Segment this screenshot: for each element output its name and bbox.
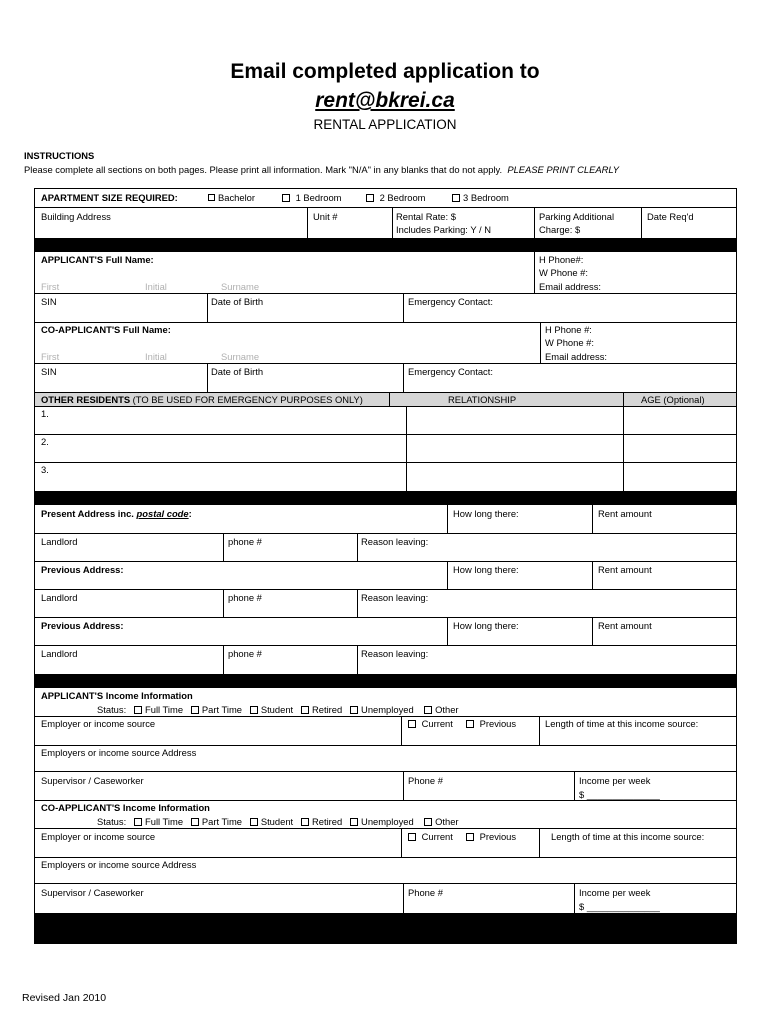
divider — [307, 207, 308, 238]
landlord-label: Landlord — [41, 536, 78, 547]
employer-label: Employer or income source — [41, 831, 156, 842]
divider — [447, 505, 448, 533]
emergency-label: Emergency Contact: — [408, 366, 493, 377]
divider — [223, 645, 224, 674]
building-address-label: Building Address — [41, 211, 111, 222]
reason-leaving-label: Reason leaving: — [361, 536, 429, 547]
checkbox-icon — [350, 818, 358, 826]
divider — [34, 617, 737, 618]
divider — [34, 533, 737, 534]
checkbox-icon — [424, 818, 432, 826]
status-unemployed[interactable]: Unemployed — [350, 816, 414, 827]
landlord-phone-label: phone # — [228, 592, 262, 603]
header-line: Email completed application to — [230, 60, 540, 83]
parking-additional-label: Parking Additional — [539, 211, 615, 222]
checkbox-icon — [134, 818, 142, 826]
includes-parking-label: Includes Parking: Y / N — [396, 224, 492, 235]
applicant-name-label: APPLICANT'S Full Name: — [41, 254, 154, 265]
divider — [539, 828, 540, 857]
status-part-time[interactable]: Part Time — [191, 816, 242, 827]
current-option[interactable]: Current — [408, 831, 453, 842]
section-bar — [34, 491, 737, 505]
income-amount-line: $ ______________ — [579, 789, 660, 800]
divider — [34, 745, 737, 746]
date-reqd-label: Date Req'd — [647, 211, 694, 222]
divider — [592, 505, 593, 533]
status-unemployed[interactable]: Unemployed — [350, 704, 414, 715]
divider — [34, 322, 737, 323]
divider — [623, 392, 624, 492]
option-bachelor[interactable]: Bachelor — [208, 192, 255, 203]
previous-address-label: Previous Address: — [41, 564, 124, 575]
divider — [357, 645, 358, 674]
frame-right — [736, 188, 737, 944]
checkbox-icon — [408, 720, 416, 728]
checkbox-icon — [282, 194, 290, 202]
divider — [403, 363, 404, 392]
divider — [534, 207, 535, 238]
resident-row-1: 1. — [41, 408, 49, 419]
bottom-bar — [34, 913, 737, 944]
status-student[interactable]: Student — [250, 816, 293, 827]
checkbox-icon — [250, 818, 258, 826]
checkbox-icon — [366, 194, 374, 202]
current-option[interactable]: Current — [408, 718, 453, 729]
divider — [207, 363, 208, 392]
frame-left — [34, 188, 35, 944]
initial-hint: Initial — [145, 281, 167, 292]
status-student[interactable]: Student — [250, 704, 293, 715]
sin-label: SIN — [41, 366, 57, 377]
first-hint: First — [41, 281, 60, 292]
divider — [401, 716, 402, 745]
supervisor-label: Supervisor / Caseworker — [41, 775, 144, 786]
divider — [389, 392, 390, 406]
divider — [357, 589, 358, 617]
form-title: RENTAL APPLICATION — [313, 117, 457, 132]
phone-label: Phone # — [408, 775, 443, 786]
divider — [641, 207, 642, 238]
checkbox-icon — [191, 706, 199, 714]
email-label: Email address: — [545, 351, 608, 362]
divider — [539, 716, 540, 745]
income-amount-line: $ ______________ — [579, 901, 660, 912]
h-phone-label: H Phone #: — [545, 324, 592, 335]
surname-hint: Surname — [221, 281, 260, 292]
checkbox-icon — [208, 194, 215, 201]
landlord-phone-label: phone # — [228, 648, 262, 659]
status-full-time[interactable]: Full Time — [134, 704, 183, 715]
h-phone-label: H Phone#: — [539, 254, 584, 265]
checkbox-icon — [408, 833, 416, 841]
divider — [34, 589, 737, 590]
divider — [574, 883, 575, 913]
checkbox-icon — [134, 706, 142, 714]
status-retired[interactable]: Retired — [301, 816, 342, 827]
unit-label: Unit # — [313, 211, 338, 222]
divider — [357, 533, 358, 561]
supervisor-label: Supervisor / Caseworker — [41, 887, 144, 898]
instructions-text: Please complete all sections on both pages. Please print all information. Mark "N/A" in any blanks that do not apply. PLEASE PRINT CLEARLY — [24, 164, 620, 175]
divider — [401, 828, 402, 857]
checkbox-icon — [466, 720, 474, 728]
status-part-time[interactable]: Part Time — [191, 704, 242, 715]
divider — [592, 617, 593, 645]
divider — [34, 434, 737, 435]
landlord-label: Landlord — [41, 592, 78, 603]
apartment-size-label: APARTMENT SIZE REQUIRED: — [41, 192, 178, 203]
how-long-label: How long there: — [453, 620, 519, 631]
rent-amount-label: Rent amount — [598, 620, 652, 631]
divider — [34, 561, 737, 562]
resident-row-2: 2. — [41, 436, 49, 447]
surname-hint: Surname — [221, 351, 260, 362]
dob-label: Date of Birth — [211, 296, 264, 307]
instructions-heading: INSTRUCTIONS — [24, 150, 95, 161]
option-1-bedroom[interactable]: 1 Bedroom — [282, 192, 341, 203]
section-bar — [34, 238, 737, 252]
divider — [403, 771, 404, 800]
employer-address-label: Employers or income source Address — [41, 747, 197, 758]
rent-amount-label: Rent amount — [598, 564, 652, 575]
divider — [392, 207, 393, 238]
rent-amount-label: Rent amount — [598, 508, 652, 519]
applicant-income-heading: APPLICANT'S Income Information — [41, 690, 193, 701]
divider — [447, 617, 448, 645]
coapplicant-income-heading: CO-APPLICANT'S Income Information — [41, 802, 210, 813]
present-address-label: Present Address inc. postal code: — [41, 508, 192, 519]
checkbox-icon — [191, 818, 199, 826]
how-long-label: How long there: — [453, 564, 519, 575]
first-hint: First — [41, 351, 60, 362]
previous-option[interactable]: Previous — [466, 831, 516, 842]
w-phone-label: W Phone #: — [545, 337, 594, 348]
dob-label: Date of Birth — [211, 366, 264, 377]
divider — [34, 771, 737, 772]
previous-option[interactable]: Previous — [466, 718, 516, 729]
divider — [34, 800, 737, 801]
divider — [34, 716, 737, 717]
section-bar — [34, 674, 737, 688]
revised-date: Revised Jan 2010 — [22, 992, 107, 1004]
divider — [403, 293, 404, 322]
divider — [406, 406, 407, 492]
landlord-label: Landlord — [41, 648, 78, 659]
divider — [34, 363, 737, 364]
reason-leaving-label: Reason leaving: — [361, 592, 429, 603]
status-other[interactable]: Other — [424, 704, 458, 715]
divider — [34, 406, 737, 407]
email-link[interactable]: rent@bkrei.ca — [315, 89, 455, 112]
income-status-row: Status: Full Time Part Time Student Retired Unemployed Other — [97, 704, 459, 715]
status-other[interactable]: Other — [424, 816, 458, 827]
length-label: Length of time at this income source: — [551, 831, 705, 842]
divider — [574, 771, 575, 800]
option-2-bedroom[interactable]: 2 Bedroom — [366, 192, 425, 203]
divider — [540, 322, 541, 363]
divider — [34, 857, 737, 858]
initial-hint: Initial — [145, 351, 167, 362]
divider — [207, 293, 208, 322]
option-3-bedroom[interactable]: 3 Bedroom — [452, 192, 509, 203]
employer-address-label: Employers or income source Address — [41, 859, 197, 870]
checkbox-icon — [250, 706, 258, 714]
relationship-label: RELATIONSHIP — [448, 394, 517, 405]
email-label: Email address: — [539, 281, 602, 292]
previous-address-label: Previous Address: — [41, 620, 124, 631]
parking-charge-label: Charge: $ — [539, 224, 581, 235]
checkbox-icon — [301, 818, 309, 826]
checkbox-icon — [466, 833, 474, 841]
checkbox-icon — [452, 194, 460, 202]
employer-label: Employer or income source — [41, 718, 156, 729]
divider — [447, 561, 448, 589]
landlord-phone-label: phone # — [228, 536, 262, 547]
checkbox-icon — [424, 706, 432, 714]
reason-leaving-label: Reason leaving: — [361, 648, 429, 659]
status-full-time[interactable]: Full Time — [134, 816, 183, 827]
coapplicant-name-label: CO-APPLICANT'S Full Name: — [41, 324, 171, 335]
divider — [34, 828, 737, 829]
age-label: AGE (Optional) — [641, 394, 705, 405]
checkbox-icon — [350, 706, 358, 714]
checkbox-icon — [301, 706, 309, 714]
rental-rate-label: Rental Rate: $ — [396, 211, 456, 222]
how-long-label: How long there: — [453, 508, 519, 519]
divider — [534, 252, 535, 293]
income-status-row: Status: Full Time Part Time Student Retired Unemployed Other — [97, 816, 459, 827]
phone-label: Phone # — [408, 887, 443, 898]
status-retired[interactable]: Retired — [301, 704, 342, 715]
divider — [223, 589, 224, 617]
divider — [34, 293, 737, 294]
w-phone-label: W Phone #: — [539, 267, 588, 278]
divider — [34, 645, 737, 646]
length-label: Length of time at this income source: — [545, 718, 699, 729]
divider — [403, 883, 404, 913]
divider — [34, 462, 737, 463]
divider — [223, 533, 224, 561]
divider — [34, 883, 737, 884]
income-week-label: Income per week — [579, 775, 651, 786]
divider — [34, 207, 737, 208]
emergency-label: Emergency Contact: — [408, 296, 493, 307]
sin-label: SIN — [41, 296, 57, 307]
frame-top — [34, 188, 737, 189]
resident-row-3: 3. — [41, 464, 49, 475]
divider — [592, 561, 593, 589]
income-week-label: Income per week — [579, 887, 651, 898]
residents-label: OTHER RESIDENTS (TO BE USED FOR EMERGENCY PURPOSES ONLY) — [41, 394, 363, 405]
